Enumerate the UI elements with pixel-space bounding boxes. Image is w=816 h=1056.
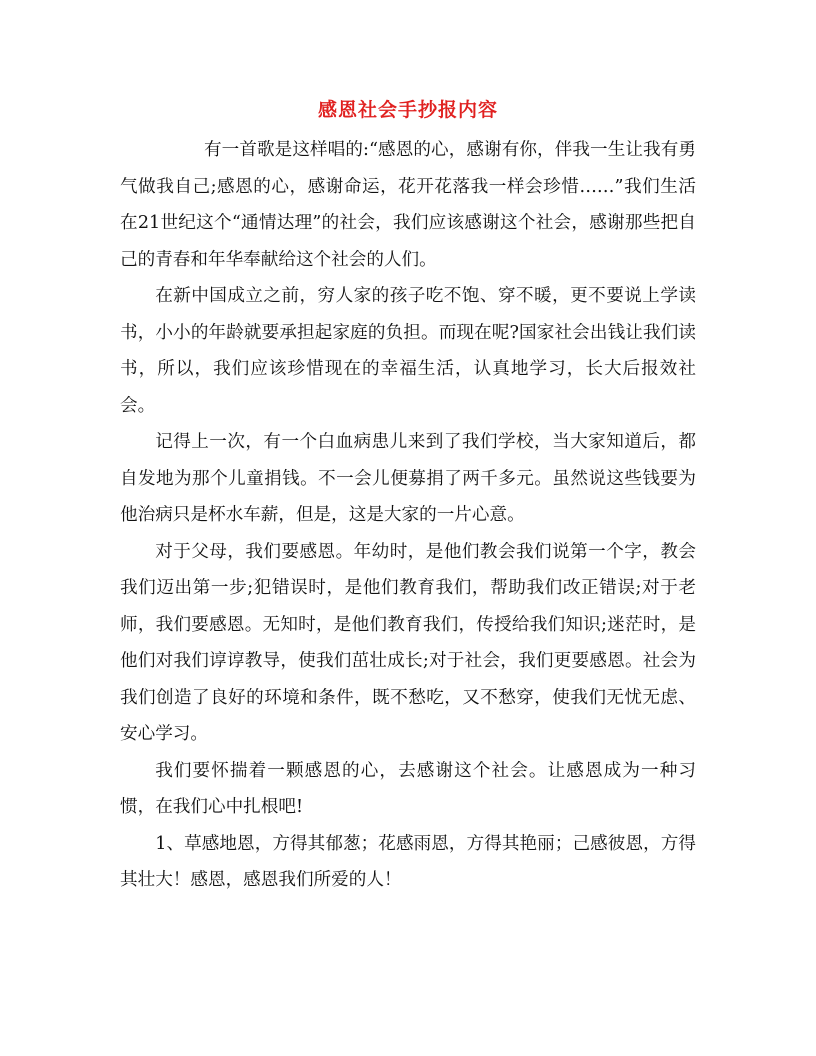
paragraph-charity-story: 记得上一次，有一个白血病患儿来到了我们学校，当大家知道后，都自发地为那个儿童捐钱。不一会儿便募捐了两千多元。虽然说这些钱要为他治病只是杯水车薪，但是，这是大家的一片心意。	[120, 432, 696, 525]
paragraph-gratitude-parents-teachers-society: 对于父母，我们要感恩。年幼时，是他们教会我们说第一个字，教会我们迈出第一步;犯错误时，是他们教育我们，帮助我们改正错误;对于老师，我们要感恩。无知时，是他们教育我们，传授给我们知识;迷茫时，是他们对我们谆谆教导，使我们茁壮成长;对于社会，我们更要感恩。社会为我们创造了良好的环境和条件，既不愁吃，又不愁穿，使我们无忧无虑、安心学习。	[120, 541, 696, 744]
paragraph-song-intro: 有一首歌是这样唱的:“感恩的心，感谢有你，伴我一生让我有勇气做我自己;感恩的心，感谢命运，花开花落我一样会珍惜……”我们生活在21世纪这个“通情达理”的社会，我们应该感谢这个社会，感谢那些把自己的青春和年华奉献给这个社会的人们。	[120, 140, 696, 270]
paragraph-quote-1: 1、草感地恩，方得其郁葱；花感雨恩，方得其艳丽；己感彼恩，方得其壮大！感恩，感恩我们所爱的人！	[120, 833, 696, 890]
paragraph-before-new-china: 在新中国成立之前，穷人家的孩子吃不饱、穿不暖，更不要说上学读书，小小的年龄就要承担起家庭的负担。而现在呢?国家社会出钱让我们读书，所以，我们应该珍惜现在的幸福生活，认真地学习，长大后报效社会。	[120, 286, 696, 416]
paragraph-gratitude-habit: 我们要怀揣着一颗感恩的心，去感谢这个社会。让感恩成为一种习惯，在我们心中扎根吧!	[120, 760, 696, 817]
document-body	[120, 132, 696, 899]
document-title: 感恩社会手抄报内容	[317, 99, 498, 121]
